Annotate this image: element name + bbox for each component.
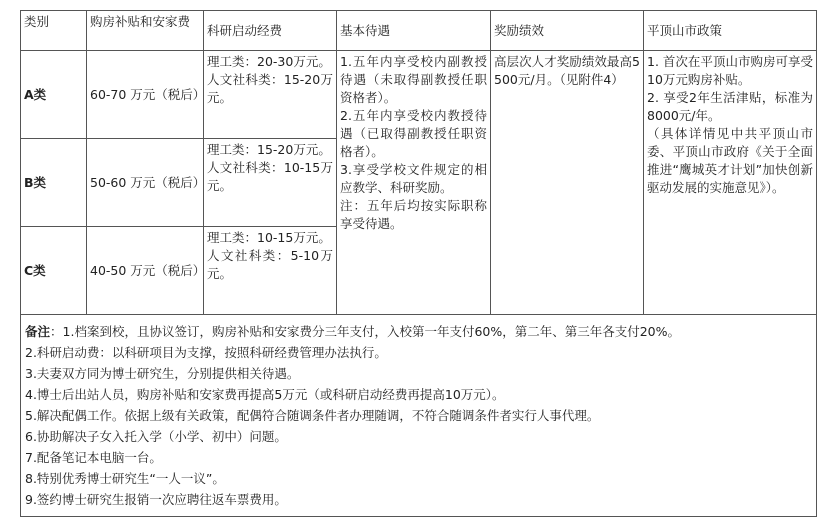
notes-cell: [21, 315, 817, 517]
housing-cell: 60-70 万元（税后）: [87, 51, 204, 139]
bonus-cell: 高层次人才奖励绩效最高5500元/月。（见附件4）: [491, 51, 644, 315]
city-policy-cell: [644, 51, 817, 315]
basic-item: 1.五年内享受校内副教授待遇（未取得副教授任职资格者）。: [340, 54, 487, 105]
city-item: 1. 首次在平顶山市购房可享受10万元购房补贴。: [647, 54, 813, 87]
header-category: 类别: [21, 11, 87, 51]
note-line: 5.解决配偶工作。依据上级有关政策，配偶符合随调条件者办理随调，不符合随调条件者实行人事代理。: [25, 408, 600, 423]
header-research: 科研启动经费: [204, 11, 337, 51]
research-cell: [204, 227, 337, 315]
category-cell: C类: [21, 227, 87, 315]
note-line: 4.博士后出站人员，购房补贴和安家费再提高5万元（或科研启动经费再提高10万元）。: [25, 387, 505, 402]
note-item: ：1.档案到校，且协议签订，购房补贴和安家费分三年支付，入校第一年支付60%，第二年、第三年各支付20%。: [50, 324, 681, 339]
notes-row: [21, 315, 817, 517]
header-basic: 基本待遇: [337, 11, 491, 51]
basic-note: 注：五年后均按实际职称享受待遇。: [340, 198, 487, 231]
category-cell: A类: [21, 51, 87, 139]
research-humanities: 人文社科类：10-15万元。: [207, 160, 333, 193]
basic-item: 3.享受学校文件规定的相应教学、科研奖励。: [340, 162, 487, 195]
header-row: [21, 11, 817, 51]
talent-policy-table: [20, 10, 817, 517]
research-science: 理工类：15-20万元。: [207, 142, 331, 157]
note-line: 9.签约博士研究生报销一次应聘往返车票费用。: [25, 492, 287, 507]
category-cell: B类: [21, 139, 87, 227]
header-housing: 购房补贴和安家费: [87, 11, 204, 51]
city-detail: （具体详情见中共平顶山市委、平顶山市政府《关于全面推进“鹰城英才计划”加快创新驱动发展的实施意见》）。: [647, 126, 813, 195]
note-line: 6.协助解决子女入托入学（小学、初中）问题。: [25, 429, 287, 444]
research-science: 理工类：20-30万元。: [207, 54, 331, 69]
housing-cell: 40-50 万元（税后）: [87, 227, 204, 315]
research-cell: [204, 139, 337, 227]
housing-cell: 50-60 万元（税后）: [87, 139, 204, 227]
note-line: [25, 321, 812, 342]
header-bonus: 奖励绩效: [491, 11, 644, 51]
research-science: 理工类：10-15万元。: [207, 230, 331, 245]
table-row-a: [21, 51, 817, 139]
research-humanities: 人文社科类：15-20万元。: [207, 72, 333, 105]
note-line: 3.夫妻双方同为博士研究生，分别提供相关待遇。: [25, 366, 300, 381]
city-item: 2. 享受2年生活津贴，标准为8000元/年。: [647, 90, 813, 123]
note-line: 7.配备笔记本电脑一台。: [25, 450, 162, 465]
note-line: 8.特别优秀博士研究生“一人一议”。: [25, 471, 225, 486]
basic-item: 2.五年内享受校内教授待遇（已取得副教授任职资格者）。: [340, 108, 487, 159]
research-humanities: 人文社科类：5-10万元。: [207, 248, 333, 281]
notes-label: 备注: [25, 324, 51, 339]
basic-treatment-cell: [337, 51, 491, 315]
header-city: 平顶山市政策: [644, 11, 817, 51]
research-cell: [204, 51, 337, 139]
note-line: 2.科研启动费：以科研项目为支撑，按照科研经费管理办法执行。: [25, 345, 387, 360]
